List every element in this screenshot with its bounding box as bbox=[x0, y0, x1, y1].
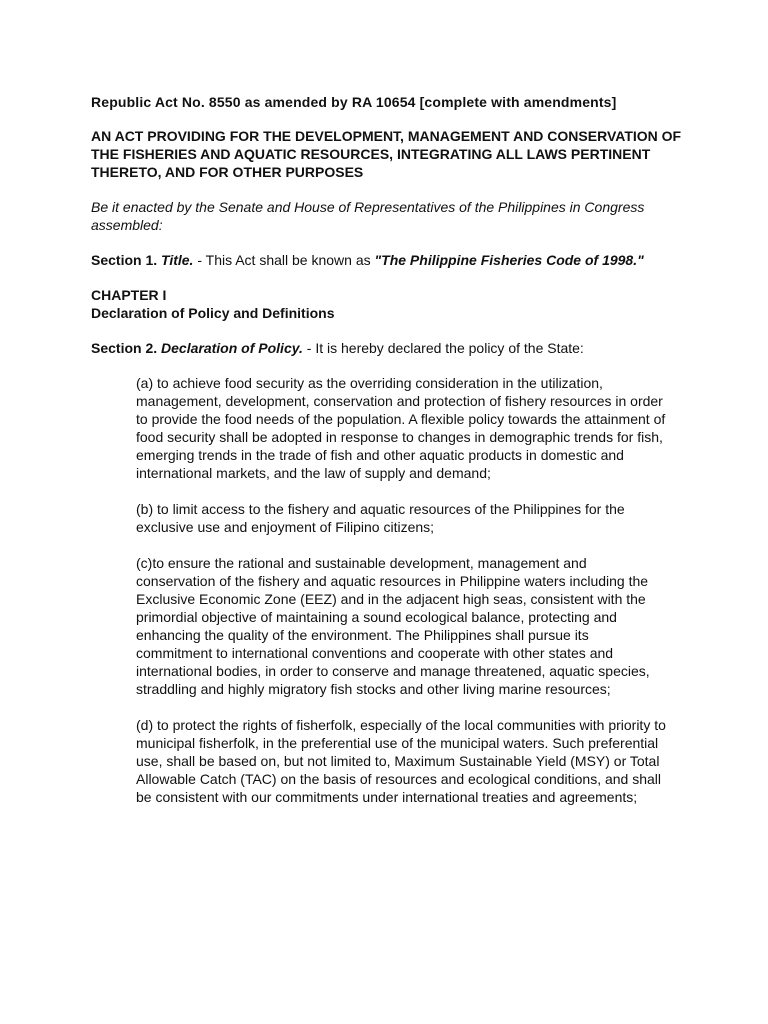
section-2-text: - It is hereby declared the policy of the State: bbox=[302, 340, 584, 356]
section-1-quoted-title: "The Philippine Fisheries Code of 1998." bbox=[374, 252, 644, 268]
policy-item-b: (b) to limit access to the fishery and aquatic resources of the Philippines for the exclusive use and enjoyment of Filipino citizens; bbox=[136, 501, 625, 535]
reference-line: Republic Act No. 8550 as amended by RA 10654 [complete with amendments] bbox=[91, 94, 617, 110]
section-1-number: Section 1. bbox=[91, 252, 158, 268]
policy-list bbox=[136, 374, 666, 806]
policy-item-a: (a) to achieve food security as the overriding consideration in the utilization, management, development, conservation and protection of fishery resources in order to provide the food needs of the population. A flexible policy towards the attainment of food security shall be adopted in response to changes in demographic trends for fish, emerging trends in the trade of fish and other aquatic products in domestic and international markets, and the law of supply and demand; bbox=[136, 375, 666, 481]
chapter-heading bbox=[91, 286, 691, 322]
policy-item-d: (d) to protect the rights of fisherfolk, especially of the local communities with priority to municipal fisherfolk, in the preferential use of the municipal waters. Such preferential use, shall be based on, but not limited to, Maximum Sustainable Yield (MSY) or Total Allowable Catch (TAC) on the basis of resources and ecological conditions, and shall be consistent with our commitments under international treaties and agreements; bbox=[136, 717, 666, 805]
section-2 bbox=[91, 339, 691, 357]
section-2-number: Section 2. bbox=[91, 340, 158, 356]
document-body bbox=[91, 93, 691, 824]
chapter-number: CHAPTER I bbox=[91, 287, 167, 303]
chapter-title: Declaration of Policy and Definitions bbox=[91, 305, 335, 321]
section-1-heading: Title. bbox=[161, 252, 194, 268]
section-1 bbox=[91, 251, 691, 269]
section-1-text: - This Act shall be known as bbox=[193, 252, 375, 268]
enacting-clause: Be it enacted by the Senate and House of Representatives of the Philippines in Congress assembled: bbox=[91, 199, 645, 233]
section-2-heading: Declaration of Policy. bbox=[161, 340, 303, 356]
act-title: AN ACT PROVIDING FOR THE DEVELOPMENT, MANAGEMENT AND CONSERVATION OF THE FISHERIES AND AQUATIC RESOURCES, INTEGRATING ALL LAWS PERTINENT THERETO, AND FOR OTHER PURPOSES bbox=[91, 128, 682, 180]
policy-item-c: (c)to ensure the rational and sustainable development, management and conservation of the fishery and aquatic resources in Philippine waters including the Exclusive Economic Zone (EEZ) and in the adjacent high seas, consistent with the primordial objective of maintaining a sound ecological balance, protecting and enhancing the quality of the environment. The Philippines shall pursue its commitment to international conventions and cooperate with other states and international bodies, in order to conserve and manage threatened, aquatic species, straddling and highly migratory fish stocks and other living marine resources; bbox=[136, 555, 650, 697]
